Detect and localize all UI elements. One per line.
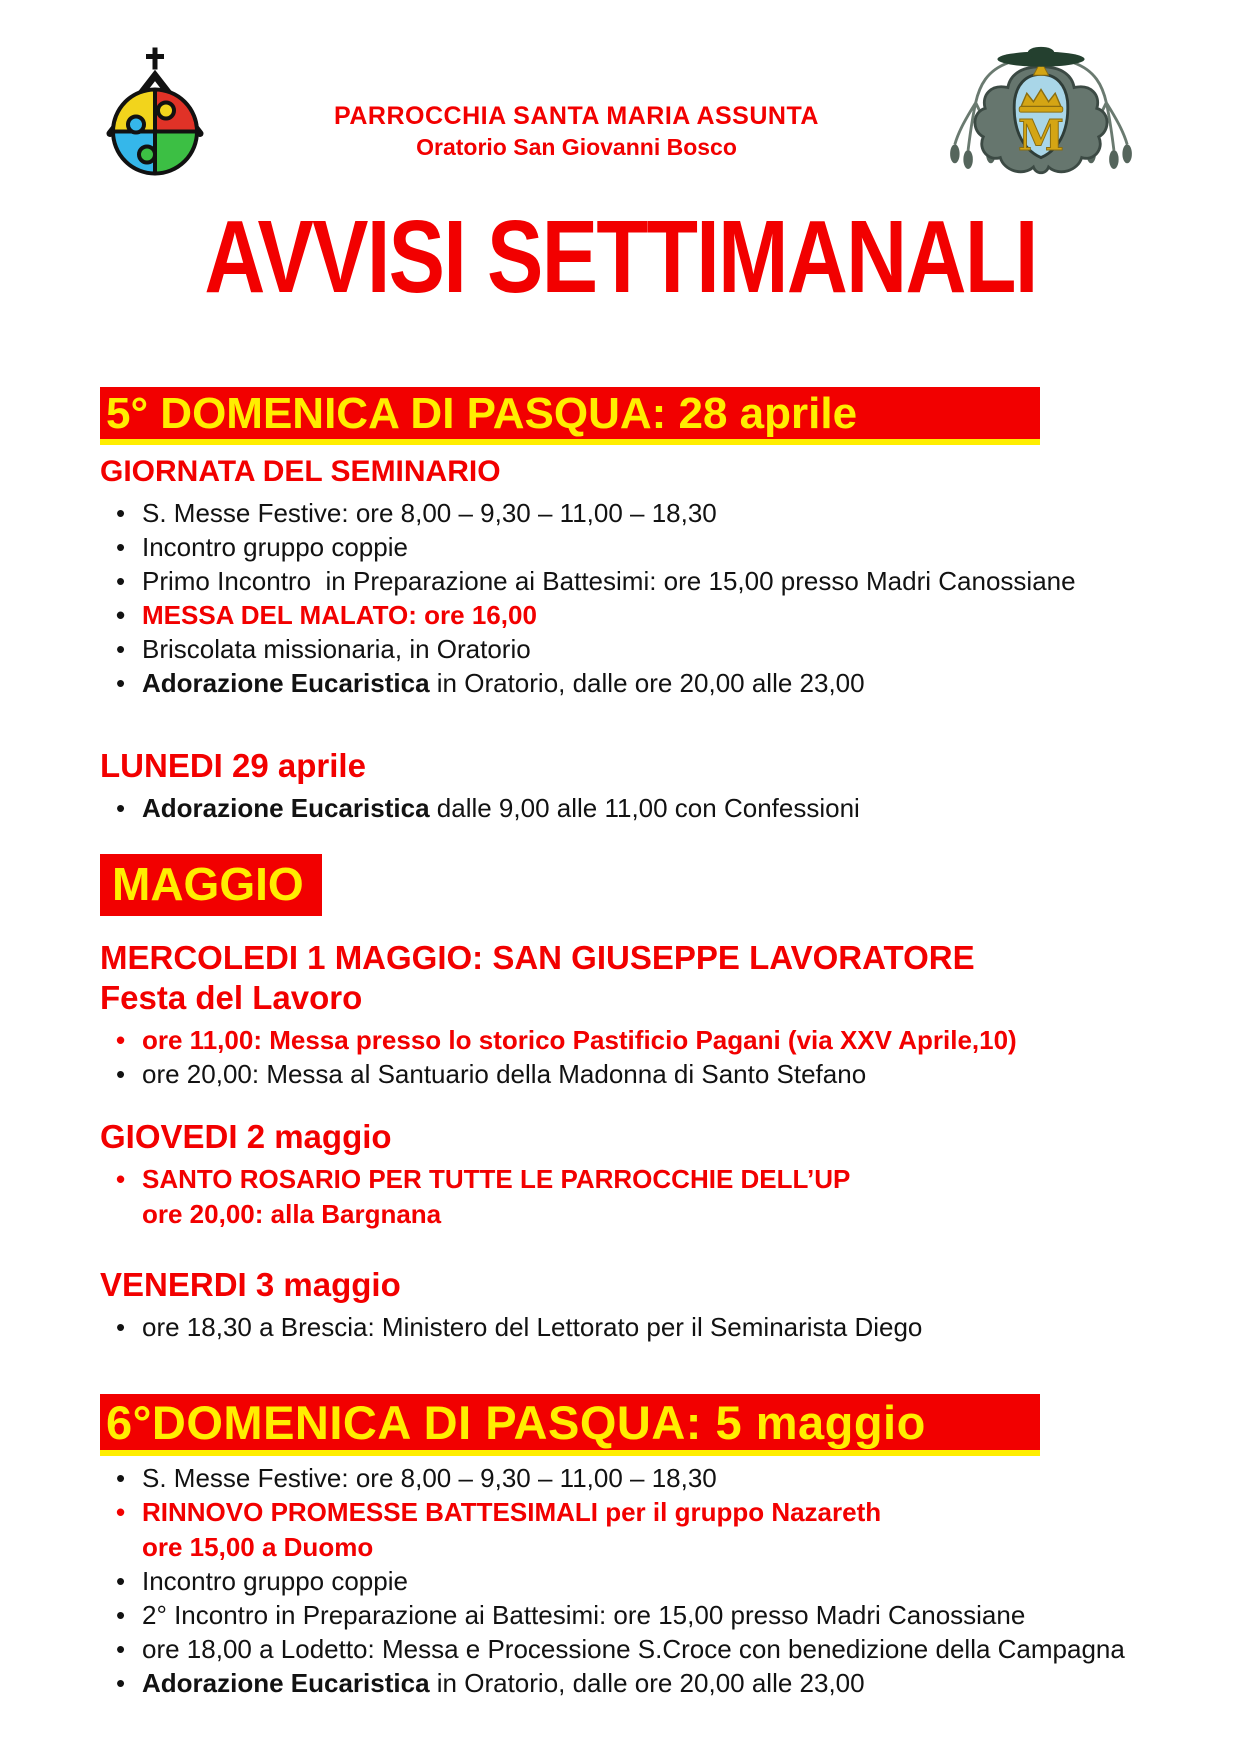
banner-easter-sunday-5: 5° DOMENICA DI PASQUA: 28 aprile	[100, 387, 1040, 445]
item-lead: Adorazione Eucaristica	[142, 668, 430, 698]
item-lead: Adorazione Eucaristica	[142, 1668, 430, 1698]
oratorio-name: Oratorio San Giovanni Bosco	[416, 134, 737, 160]
list-item	[100, 1667, 1141, 1700]
day-heading-giovedi2: GIOVEDI 2 maggio	[100, 1118, 392, 1155]
bullet-list-lunedi29	[100, 792, 1141, 825]
list-item: • Primo Incontro in Preparazione ai Battesimi: ore 15,00 presso Madri Canossiane	[100, 565, 1141, 598]
item-rest: in Oratorio, dalle ore 20,00 alle 23,00	[429, 668, 865, 698]
page-title: AVVISI SETTIMANALI	[204, 199, 1037, 314]
list-item: • S. Messe Festive: ore 8,00 – 9,30 – 11,00 – 18,30	[100, 1462, 1141, 1495]
item-rest: in Oratorio, dalle ore 20,00 alle 23,00	[429, 1668, 865, 1698]
item-line2: ore 20,00: alla Bargnana	[142, 1199, 442, 1229]
bullet-list-giovedi2	[100, 1163, 1141, 1231]
list-item	[100, 667, 1141, 700]
bullet-list-venerdi3	[100, 1311, 1141, 1344]
list-item	[100, 792, 1141, 825]
list-item: • 2° Incontro in Preparazione ai Battesimi: ore 15,00 presso Madri Canossiane	[100, 1599, 1141, 1632]
bishop-crest-icon	[941, 44, 1141, 191]
list-item: • ore 20,00: Messa al Santuario della Madonna di Santo Stefano	[100, 1058, 1141, 1091]
list-item: • ore 11,00: Messa presso lo storico Pastificio Pagani (via XXV Aprile,10)	[100, 1024, 1141, 1057]
parish-name-block	[212, 100, 941, 162]
banner-easter-sunday-6: 6°DOMENICA DI PASQUA: 5 maggio	[100, 1394, 1040, 1456]
subheading-seminario: GIORNATA DEL SEMINARIO	[100, 455, 501, 488]
list-item: • ore 18,00 a Lodetto: Messa e Processione S.Croce con benedizione della Campagna	[100, 1633, 1141, 1666]
svg-text:M: M	[1017, 111, 1065, 161]
day-heading-venerdi3: VENERDI 3 maggio	[100, 1266, 401, 1303]
list-item: • Incontro gruppo coppie	[100, 531, 1141, 564]
item-rest: dalle 9,00 alle 11,00 con Confessioni	[429, 793, 860, 823]
list-item: • S. Messe Festive: ore 8,00 – 9,30 – 11,00 – 18,30	[100, 497, 1141, 530]
day-heading-mercoledi1: MERCOLEDI 1 MAGGIO: SAN GIUSEPPE LAVORATORE	[100, 939, 975, 976]
list-item: • MESSA DEL MALATO: ore 16,00	[100, 599, 1141, 632]
list-item	[100, 1163, 1141, 1231]
list-item: • Briscolata missionaria, in Oratorio	[100, 633, 1141, 666]
item-line1: RINNOVO PROMESSE BATTESIMALI per il gruppo Nazareth	[142, 1497, 882, 1527]
title-row	[100, 199, 1141, 314]
bullet-list-easter5	[100, 497, 1141, 700]
item-lead: Adorazione Eucaristica	[142, 793, 430, 823]
month-banner-maggio: MAGGIO	[100, 854, 322, 916]
list-item: • ore 18,30 a Brescia: Ministero del Lettorato per il Seminarista Diego	[100, 1311, 1141, 1344]
list-item: • Incontro gruppo coppie	[100, 1565, 1141, 1598]
parish-logo-icon	[100, 42, 212, 185]
bullet-list-mercoledi1	[100, 1024, 1141, 1091]
day-heading-lunedi29: LUNEDI 29 aprile	[100, 747, 366, 784]
day-subheading-festa-del-lavoro: Festa del Lavoro	[100, 979, 363, 1016]
parish-name: PARROCCHIA SANTA MARIA ASSUNTA	[334, 102, 819, 130]
item-line2: ore 15,00 a Duomo	[142, 1532, 374, 1562]
page-header	[100, 42, 1141, 191]
list-item	[100, 1496, 1141, 1564]
item-line1: SANTO ROSARIO PER TUTTE LE PARROCCHIE DELL’UP	[142, 1164, 851, 1194]
bullet-list-easter6	[100, 1462, 1141, 1700]
